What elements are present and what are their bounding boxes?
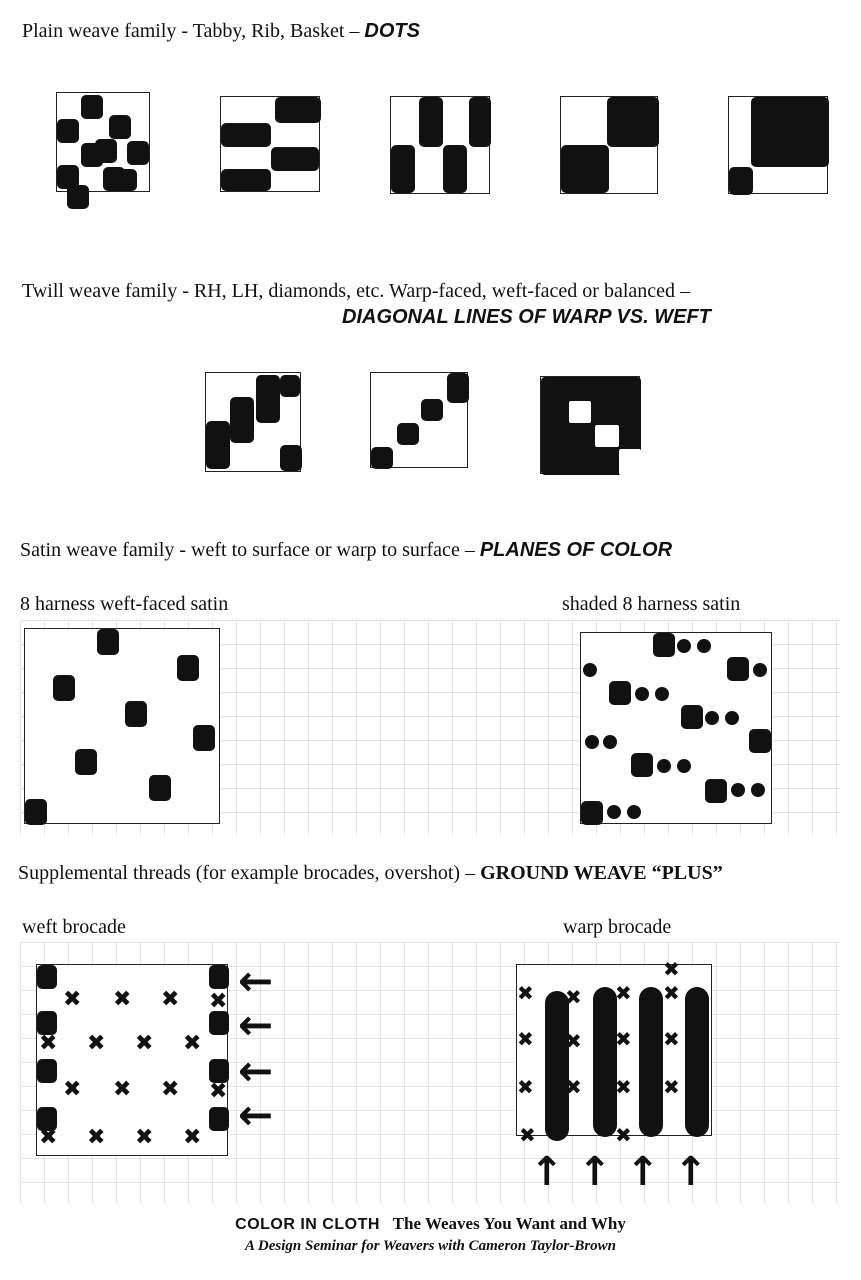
twill-weft-faced-diagram bbox=[370, 372, 468, 468]
ink-block bbox=[177, 655, 199, 681]
plain-weave-text: Plain weave family - Tabby, Rib, Basket – bbox=[22, 20, 365, 42]
ink-block bbox=[581, 801, 603, 825]
ink-block bbox=[653, 633, 675, 657]
satin-dot bbox=[627, 805, 641, 819]
satin-weft-faced-diagram bbox=[24, 628, 220, 824]
brocade-right-label: warp brocade bbox=[563, 916, 672, 938]
satin-dot bbox=[585, 735, 599, 749]
ink-block bbox=[209, 965, 229, 989]
warp-brocade-diagram bbox=[516, 957, 712, 1147]
ink-block bbox=[149, 775, 171, 801]
satin-dot bbox=[583, 663, 597, 677]
x-mark-icon: ✖ bbox=[565, 1029, 582, 1053]
arrow-up-icon: ↑ bbox=[626, 1149, 660, 1195]
ink-block bbox=[53, 675, 75, 701]
ink-block bbox=[67, 185, 89, 209]
x-mark-icon: ✖ bbox=[87, 1031, 106, 1056]
x-mark-icon: ✖ bbox=[615, 1123, 632, 1147]
x-mark-icon: ✖ bbox=[183, 1031, 202, 1056]
x-mark-icon: ✖ bbox=[615, 1027, 632, 1051]
x-mark-icon: ✖ bbox=[517, 981, 534, 1005]
x-mark-icon: ✖ bbox=[135, 1125, 154, 1150]
ink-block bbox=[37, 965, 57, 989]
footer-title-text: The Weaves You Want and Why bbox=[392, 1214, 626, 1233]
supplemental-heading bbox=[18, 863, 723, 883]
arrow-left-icon: ← bbox=[238, 956, 274, 1005]
arrow-up-icon: ↑ bbox=[578, 1149, 612, 1195]
ink-block bbox=[447, 373, 469, 403]
arrow-left-icon: ← bbox=[238, 1046, 274, 1095]
footer-subtitle: A Design Seminar for Weavers with Cameron Taylor-Brown bbox=[244, 1238, 617, 1254]
brocade-left-label: weft brocade bbox=[22, 916, 126, 938]
satin-dot bbox=[657, 759, 671, 773]
satin-weave-emphasis: PLANES OF COLOR bbox=[479, 539, 673, 561]
x-mark-icon: ✖ bbox=[615, 1075, 632, 1099]
x-mark-icon: ✖ bbox=[161, 1077, 180, 1102]
supplemental-text: Supplemental threads (for example brocades, overshot) – bbox=[18, 862, 481, 884]
x-mark-icon: ✖ bbox=[663, 1027, 680, 1051]
satin-dot bbox=[731, 783, 745, 797]
x-mark-icon: ✖ bbox=[113, 987, 132, 1012]
tabby-diagram bbox=[56, 92, 150, 192]
x-mark-icon: ✖ bbox=[113, 1077, 132, 1102]
twill-weave-text: Twill weave family - RH, LH, diamonds, etc. Warp-faced, weft-faced or balanced – bbox=[22, 280, 691, 302]
ink-block bbox=[57, 119, 79, 143]
ink-block bbox=[751, 97, 829, 167]
arrow-left-icon: ← bbox=[238, 1090, 274, 1139]
diamond-gap bbox=[595, 425, 619, 447]
x-mark-icon: ✖ bbox=[517, 1075, 534, 1099]
satin-dot bbox=[677, 639, 691, 653]
x-mark-icon: ✖ bbox=[565, 985, 582, 1009]
x-mark-icon: ✖ bbox=[663, 981, 680, 1005]
ink-block bbox=[115, 169, 137, 191]
ink-block bbox=[275, 97, 321, 123]
ink-block bbox=[561, 145, 609, 193]
ink-block bbox=[209, 1107, 229, 1131]
ink-block bbox=[391, 145, 415, 193]
ink-block bbox=[685, 987, 709, 1137]
ink-block bbox=[371, 447, 393, 469]
ink-block bbox=[256, 375, 280, 423]
x-mark-icon: ✖ bbox=[161, 987, 180, 1012]
ink-block bbox=[607, 97, 659, 147]
x-mark-icon: ✖ bbox=[663, 1075, 680, 1099]
satin-weave-heading bbox=[20, 540, 672, 560]
satin-dot bbox=[725, 711, 739, 725]
satin-dot bbox=[607, 805, 621, 819]
ink-block bbox=[729, 167, 753, 195]
x-mark-icon: ✖ bbox=[663, 957, 680, 981]
ink-block bbox=[230, 397, 254, 443]
satin-dot bbox=[677, 759, 691, 773]
ink-block bbox=[419, 97, 443, 147]
ink-block bbox=[705, 779, 727, 803]
footer-title bbox=[0, 1214, 861, 1234]
plain-weave-heading bbox=[22, 21, 420, 41]
x-mark-icon: ✖ bbox=[39, 1031, 58, 1056]
satin-right-label: shaded 8 harness satin bbox=[562, 593, 741, 615]
arrow-up-icon: ↑ bbox=[530, 1149, 564, 1195]
x-mark-icon: ✖ bbox=[87, 1125, 106, 1150]
x-mark-icon: ✖ bbox=[209, 989, 228, 1014]
ink-block bbox=[469, 97, 491, 147]
supplemental-emphasis: GROUND WEAVE “PLUS” bbox=[480, 862, 723, 884]
ink-block bbox=[280, 445, 302, 471]
satin-dot bbox=[697, 639, 711, 653]
ink-block bbox=[609, 681, 631, 705]
ink-block bbox=[209, 1011, 229, 1035]
ink-block bbox=[593, 987, 617, 1137]
twill-diamond-diagram bbox=[540, 376, 640, 474]
satin-weave-text: Satin weave family - weft to surface or warp to surface – bbox=[20, 539, 480, 561]
twill-weave-emphasis: DIAGONAL LINES OF WARP VS. WEFT bbox=[342, 306, 711, 328]
satin-dot bbox=[655, 687, 669, 701]
ink-block bbox=[443, 145, 467, 193]
ink-block bbox=[97, 629, 119, 655]
ink-block bbox=[125, 701, 147, 727]
satin-dot bbox=[751, 783, 765, 797]
ink-block bbox=[271, 147, 319, 171]
ink-block bbox=[681, 705, 703, 729]
ink-block bbox=[81, 95, 103, 119]
ink-block bbox=[81, 143, 103, 167]
x-mark-icon: ✖ bbox=[63, 987, 82, 1012]
satin-shaded-diagram bbox=[580, 632, 772, 824]
ink-block bbox=[421, 399, 443, 421]
x-mark-icon: ✖ bbox=[517, 1027, 534, 1051]
rib-diagram bbox=[220, 96, 320, 192]
ink-block bbox=[221, 123, 271, 147]
satin-dot bbox=[603, 735, 617, 749]
ink-block bbox=[727, 657, 749, 681]
ink-block bbox=[206, 421, 230, 469]
ink-block bbox=[639, 987, 663, 1137]
ink-block bbox=[127, 141, 149, 165]
satin-dot bbox=[635, 687, 649, 701]
arrow-up-icon: ↑ bbox=[674, 1149, 708, 1195]
diamond-gap bbox=[619, 449, 641, 475]
basket-diagram bbox=[390, 96, 490, 194]
ink-block bbox=[37, 1059, 57, 1083]
arrow-left-icon: ← bbox=[238, 1000, 274, 1049]
x-mark-icon: ✖ bbox=[135, 1031, 154, 1056]
plain-weave-emphasis: DOTS bbox=[364, 20, 420, 42]
twill-balanced-diagram bbox=[205, 372, 301, 472]
ink-block bbox=[75, 749, 97, 775]
ink-block bbox=[631, 753, 653, 777]
satin-left-label: 8 harness weft-faced satin bbox=[20, 593, 229, 615]
basket-large-diagram bbox=[560, 96, 658, 194]
x-mark-icon: ✖ bbox=[519, 1123, 536, 1147]
ink-block bbox=[25, 799, 47, 825]
ink-block bbox=[193, 725, 215, 751]
satin-dot bbox=[705, 711, 719, 725]
weft-brocade-diagram bbox=[36, 964, 228, 1156]
x-mark-icon: ✖ bbox=[615, 981, 632, 1005]
ink-block bbox=[749, 729, 771, 753]
satin-dot bbox=[753, 663, 767, 677]
ink-block bbox=[221, 169, 271, 191]
ink-block bbox=[397, 423, 419, 445]
x-mark-icon: ✖ bbox=[39, 1125, 58, 1150]
ink-block bbox=[109, 115, 131, 139]
ink-block bbox=[545, 991, 569, 1141]
diamond-gap bbox=[569, 401, 591, 423]
basket-fill-diagram bbox=[728, 96, 828, 194]
ink-block bbox=[280, 375, 300, 397]
x-mark-icon: ✖ bbox=[183, 1125, 202, 1150]
x-mark-icon: ✖ bbox=[63, 1077, 82, 1102]
x-mark-icon: ✖ bbox=[565, 1075, 582, 1099]
x-mark-icon: ✖ bbox=[209, 1079, 228, 1104]
footer-brand: COLOR IN CLOTH bbox=[235, 1216, 380, 1233]
